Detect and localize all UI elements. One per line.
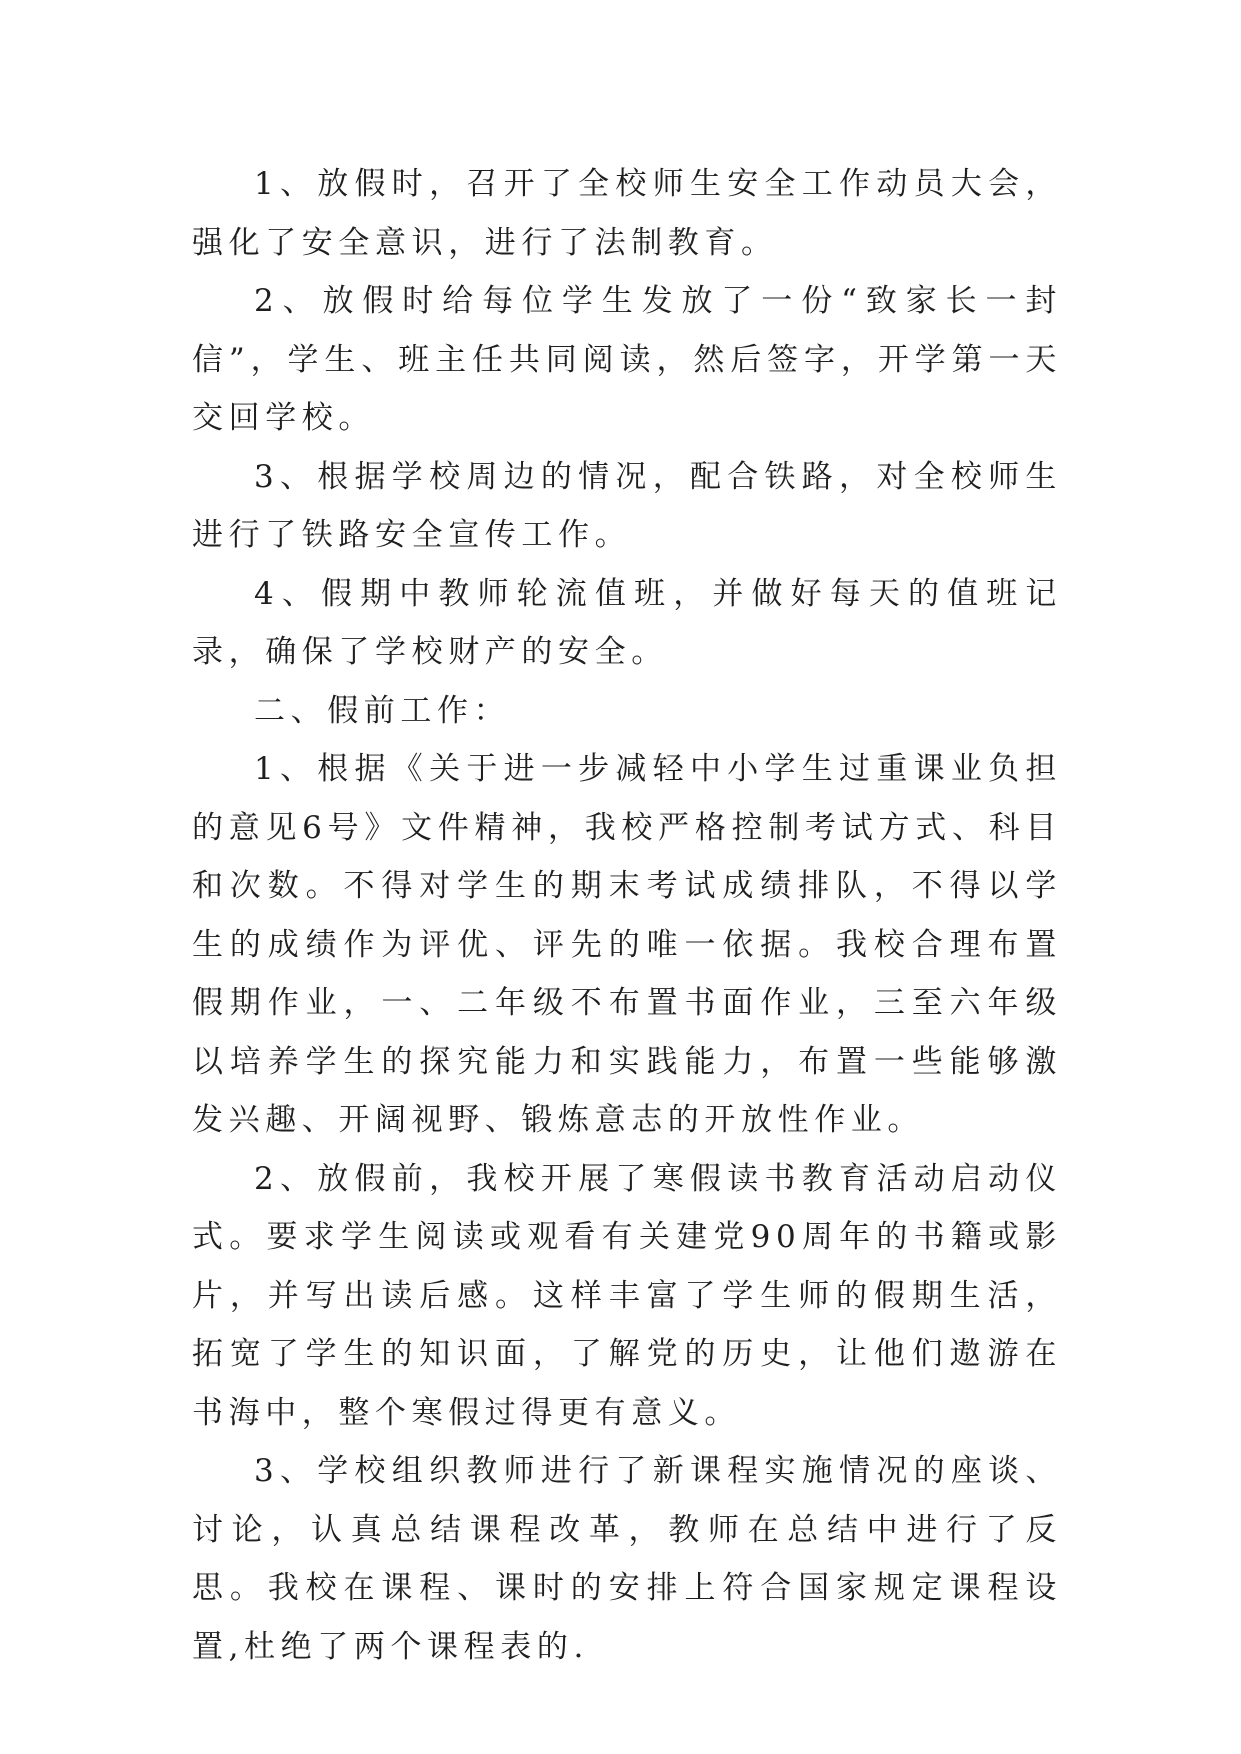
paragraph-safety-meeting: 1、放假时，召开了全校师生安全工作动员大会，强化了安全意识，进行了法制教育。	[192, 166, 1062, 261]
paragraph-teacher-duty: 4、假期中教师轮流值班，并做好每天的值班记录，确保了学校财产的安全。	[192, 575, 1062, 670]
document-body	[192, 155, 1062, 1676]
paragraph-parent-letter: 2、放假时给每位学生发放了一份“致家长一封信”，学生、班主任共同阅读，然后签字，开学第一天交回学校。	[192, 283, 1062, 436]
section-heading-pre-holiday-work: 二、假前工作：	[254, 692, 511, 729]
paragraph-reading-activity: 2、放假前，我校开展了寒假读书教育活动启动仪式。要求学生阅读或观看有关建党90周年的书籍或影片，并写出读后感。这样丰富了学生师的假期生活，拓宽了学生的知识面，了解党的历史，让他们遨游在书海中，整个寒假过得更有意义。	[192, 1160, 1062, 1431]
paragraph-homework-policy: 1、根据《关于进一步减轻中小学生过重课业负担的意见6号》文件精神，我校严格控制考试方式、科目和次数。不得对学生的期末考试成绩排队，不得以学生的成绩作为评优、评先的唯一依据。我校合理布置假期作业，一、二年级不布置书面作业，三至六年级以培养学生的探究能力和实践能力，布置一些能够激发兴趣、开阔视野、锻炼意志的开放性作业。	[192, 751, 1062, 1138]
paragraph-curriculum-review: 3、学校组织教师进行了新课程实施情况的座谈、讨论，认真总结课程改革，教师在总结中进行了反思。我校在课程、课时的安排上符合国家规定课程设置,杜绝了两个课程表的.	[192, 1453, 1062, 1665]
paragraph-railway-safety: 3、根据学校周边的情况，配合铁路，对全校师生进行了铁路安全宣传工作。	[192, 458, 1062, 553]
